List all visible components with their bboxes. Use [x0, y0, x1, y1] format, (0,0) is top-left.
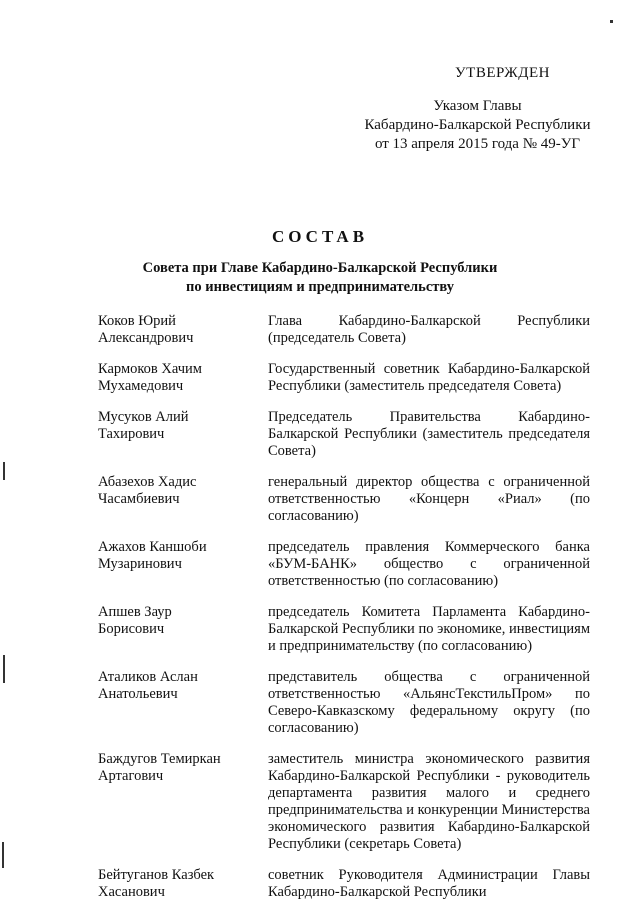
- member-role: генеральный директор общества с ограниченной ответственностью «Концерн «Риал» (по согласованию): [268, 474, 590, 524]
- member-name: [98, 751, 268, 867]
- member-name: [98, 409, 268, 474]
- member-patronymic: Хасанович: [98, 884, 165, 900]
- member-patronymic: Часамбиевич: [98, 491, 180, 507]
- member-role: председатель правления Коммерческого банка «БУМ-БАНК» общество с ограниченной ответственностью (по согласованию): [268, 539, 590, 589]
- member-row: [98, 604, 590, 669]
- member-surname-first-name: Мусуков Алий: [98, 409, 189, 425]
- member-row: [98, 313, 590, 361]
- member-surname-first-name: Абазехов Хадис: [98, 474, 197, 490]
- approval-line-republic: Кабардино-Балкарской Республики: [364, 117, 591, 133]
- member-surname-first-name: Кармоков Хачим: [98, 361, 202, 377]
- member-surname-first-name: Бейтуганов Казбек: [98, 867, 215, 883]
- document-subtitle-line1: Совета при Главе Кабардино-Балкарской Республики: [142, 260, 498, 276]
- member-surname-first-name: Апшев Заур: [98, 604, 172, 620]
- member-patronymic: Музаринович: [98, 556, 182, 572]
- scan-artifact: [2, 842, 4, 868]
- member-surname-first-name: Коков Юрий: [98, 313, 176, 329]
- document-subtitle-line2: по инвестициям и предпринимательству: [186, 279, 454, 295]
- member-role: Глава Кабардино-Балкарской Республики (председатель Совета): [268, 313, 590, 346]
- scan-artifact: [610, 20, 613, 23]
- member-name: [98, 867, 268, 915]
- member-name: [98, 474, 268, 539]
- member-role: председатель Комитета Парламента Кабардино-Балкарской Республики по экономике, инвестициям и предпринимательству (по согласованию): [268, 604, 590, 654]
- member-patronymic: Александрович: [98, 330, 194, 346]
- member-role: заместитель министра экономического развития Кабардино-Балкарской Республики - руководитель департамента развития малого и среднего предпринимательства и конкуренции Министерства экономического развития Кабардино-Балкарской Республики (секретарь Совета): [268, 751, 590, 852]
- member-role: советник Руководителя Администрации Главы Кабардино-Балкарской Республики: [268, 867, 590, 900]
- member-patronymic: Артагович: [98, 768, 164, 784]
- member-role: представитель общества с ограниченной ответственностью «АльянсТекстильПром» по Северо-Кавказскому федеральному округу (по согласованию): [268, 669, 590, 736]
- member-name: [98, 539, 268, 604]
- member-role: Председатель Правительства Кабардино-Балкарской Республики (заместитель председателя Совета): [268, 409, 590, 459]
- member-patronymic: Анатольевич: [98, 686, 178, 702]
- scan-artifact: [3, 655, 5, 683]
- member-row: [98, 751, 590, 867]
- member-name: [98, 604, 268, 669]
- member-row: [98, 409, 590, 474]
- member-row: [98, 361, 590, 409]
- approval-line-decree: Указом Главы: [433, 98, 522, 114]
- member-name: [98, 313, 268, 361]
- member-surname-first-name: Ажахов Каншоби: [98, 539, 207, 555]
- member-row: [98, 867, 590, 915]
- approval-line-date: от 13 апреля 2015 года № 49-УГ: [374, 136, 581, 152]
- member-patronymic: Тахирович: [98, 426, 165, 442]
- members-table: [98, 313, 590, 915]
- member-row: [98, 539, 590, 604]
- approval-block: [350, 64, 605, 154]
- document-title: СОСТАВ: [271, 227, 369, 246]
- document-heading: [100, 227, 540, 297]
- scan-artifact: [3, 462, 5, 480]
- member-role: Государственный советник Кабардино-Балкарской Республики (заместитель председателя Совета): [268, 361, 590, 394]
- member-patronymic: Мухамедович: [98, 378, 184, 394]
- member-surname-first-name: Аталиков Аслан: [98, 669, 198, 685]
- member-row: [98, 474, 590, 539]
- member-name: [98, 669, 268, 751]
- member-patronymic: Борисович: [98, 621, 165, 637]
- approval-title: УТВЕРЖДЕН: [455, 65, 550, 81]
- member-row: [98, 669, 590, 751]
- member-surname-first-name: Баждугов Темиркан: [98, 751, 221, 767]
- member-name: [98, 361, 268, 409]
